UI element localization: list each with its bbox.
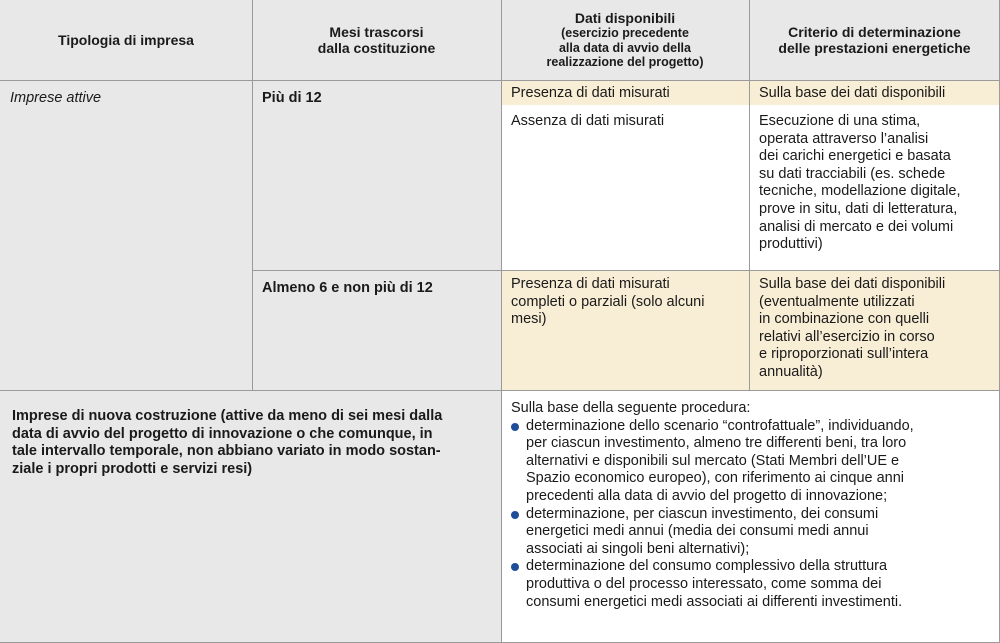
- procedure-item-2-line-1: determinazione, per ciascun investimento, dei consumi: [526, 505, 879, 522]
- type-nuova-costruzione-line-4: ziale i propri prodotti e servizi resi): [12, 460, 253, 477]
- months-piu-di-12: [252, 80, 501, 270]
- procedure-item-2-line-2: energetici medi annui (media dei consumi medi annui: [526, 523, 869, 540]
- procedure-list: [511, 418, 990, 612]
- header-mesi-line-2: dalla costituzione: [317, 40, 436, 56]
- data-assenza-dati-text: Assenza di dati misurati: [511, 113, 665, 129]
- criterion-dati-disponibili: Sulla base dei dati disponibili: [759, 85, 946, 101]
- header-dati-line-1: Dati disponibili: [574, 10, 676, 27]
- header-criterio: [749, 0, 1000, 80]
- criterion-stima-line-3: dei carichi energetici e basata: [759, 148, 951, 165]
- header-tipologia: [0, 0, 252, 80]
- header-mesi: [252, 0, 501, 80]
- type-nuova-costruzione-line-1: Imprese di nuova costruzione (attive da meno di sei mesi dalla: [12, 408, 443, 424]
- header-dati: [501, 0, 749, 80]
- header-mesi-line-1: Mesi trascorsi: [329, 24, 424, 40]
- procedure-item: [511, 558, 990, 611]
- procedure-item-1-line-3: alternativi e disponibili sul mercato (Stati Membri dell’UE e: [526, 452, 900, 469]
- divider: [501, 105, 1000, 107]
- header-tipologia-text: Tipologia di impresa: [58, 32, 194, 48]
- procedure-item: [511, 418, 990, 506]
- criterion-eventualmente-line-4: relativi all’esercizio in corso: [759, 328, 935, 345]
- procedure-item-3-line-2: produttiva o del processo interessato, come somma dei: [526, 575, 882, 592]
- header-criterio-line-2: delle prestazioni energetiche: [778, 40, 971, 56]
- data-misurati-parziali-line-2: completi o parziali (solo alcuni: [511, 293, 705, 310]
- type-nuova-costruzione-line-3: tale intervallo temporale, non abbiano variato in modo sostan-: [12, 443, 441, 460]
- procedure-item-2-line-3: associati ai singoli beni alternativi);: [526, 540, 750, 557]
- divider: [252, 0, 253, 390]
- procedure-intro: Sulla base della seguente procedura:: [511, 400, 751, 416]
- procedure-item-1-line-1: determinazione dello scenario “controfattuale”, individuando,: [526, 417, 914, 434]
- divider: [0, 390, 1000, 391]
- divider: [501, 0, 502, 643]
- row-dati-misurati: [501, 80, 1000, 106]
- type-nuova-costruzione: [0, 390, 501, 643]
- type-nuova-costruzione-line-2: data di avvio del progetto di innovazione o che comunque, in: [12, 425, 433, 442]
- criterion-eventualmente-line-1: Sulla base dei dati disponibili: [759, 276, 946, 292]
- procedure-item-3-line-1: determinazione del consumo complessivo della struttura: [526, 558, 888, 575]
- criterion-stima-line-8: produttivi): [759, 236, 823, 253]
- header-dati-line-4: realizzazione del progetto): [546, 55, 704, 70]
- criterion-stima: [749, 106, 1000, 270]
- bullet-icon: [511, 563, 519, 571]
- criterion-eventualmente-line-3: in combinazione con quelli: [759, 311, 930, 328]
- months-piu-di-12-text: Più di 12: [262, 90, 322, 106]
- criterion-stima-line-6: prove in situ, dati di letteratura,: [759, 200, 958, 217]
- criterion-stima-line-4: su dati tracciabili (es. schede: [759, 165, 946, 182]
- criterion-eventualmente-line-2: (eventualmente utilizzati: [759, 293, 915, 310]
- header-dati-line-3: alla data di avvio della: [558, 40, 691, 55]
- procedure-cell: [501, 390, 1000, 643]
- header-criterio-line-1: Criterio di determinazione: [788, 24, 961, 40]
- divider: [0, 80, 1000, 81]
- criterion-stima-line-1: Esecuzione di una stima,: [759, 113, 921, 129]
- criterion-eventualmente-line-6: annualità): [759, 363, 823, 380]
- data-misurati-parziali-line-3: mesi): [511, 311, 547, 328]
- criterion-stima-line-2: operata attraverso l’analisi: [759, 130, 929, 147]
- data-misurati-parziali: [501, 270, 749, 390]
- criterion-stima-line-7: analisi di mercato e dei volumi: [759, 218, 954, 235]
- bullet-icon: [511, 511, 519, 519]
- header-dati-line-2: (esercizio precedente: [561, 26, 689, 41]
- procedure-item-1-line-2: per ciascun investimento, almeno tre differenti beni, tra loro: [526, 435, 907, 452]
- procedure-item-1-line-4: Spazio economico europeo), con riferimento ai cinque anni: [526, 470, 905, 487]
- type-imprese-attive-text: Imprese attive: [10, 90, 102, 106]
- divider: [252, 270, 1000, 271]
- months-6-12: [252, 270, 501, 390]
- criterion-eventualmente: [749, 270, 1000, 390]
- procedure-item-1-line-5: precedenti alla data di avvio del progetto di innovazione;: [526, 487, 888, 504]
- data-misurati-parziali-line-1: Presenza di dati misurati: [511, 276, 670, 292]
- procedure-item: [511, 506, 990, 559]
- bullet-icon: [511, 423, 519, 431]
- type-imprese-attive: [0, 80, 252, 390]
- months-6-12-text: Almeno 6 e non più di 12: [262, 280, 433, 296]
- criterion-eventualmente-line-5: e riproporzionati sull’intera: [759, 346, 929, 363]
- criterion-stima-line-5: tecniche, modellazione digitale,: [759, 183, 961, 200]
- procedure-item-3-line-3: consumi energetici medi associati ai differenti investimenti.: [526, 593, 903, 610]
- divider: [749, 0, 750, 390]
- data-presenza-dati: Presenza di dati misurati: [511, 85, 670, 101]
- data-assenza-dati: [501, 106, 749, 270]
